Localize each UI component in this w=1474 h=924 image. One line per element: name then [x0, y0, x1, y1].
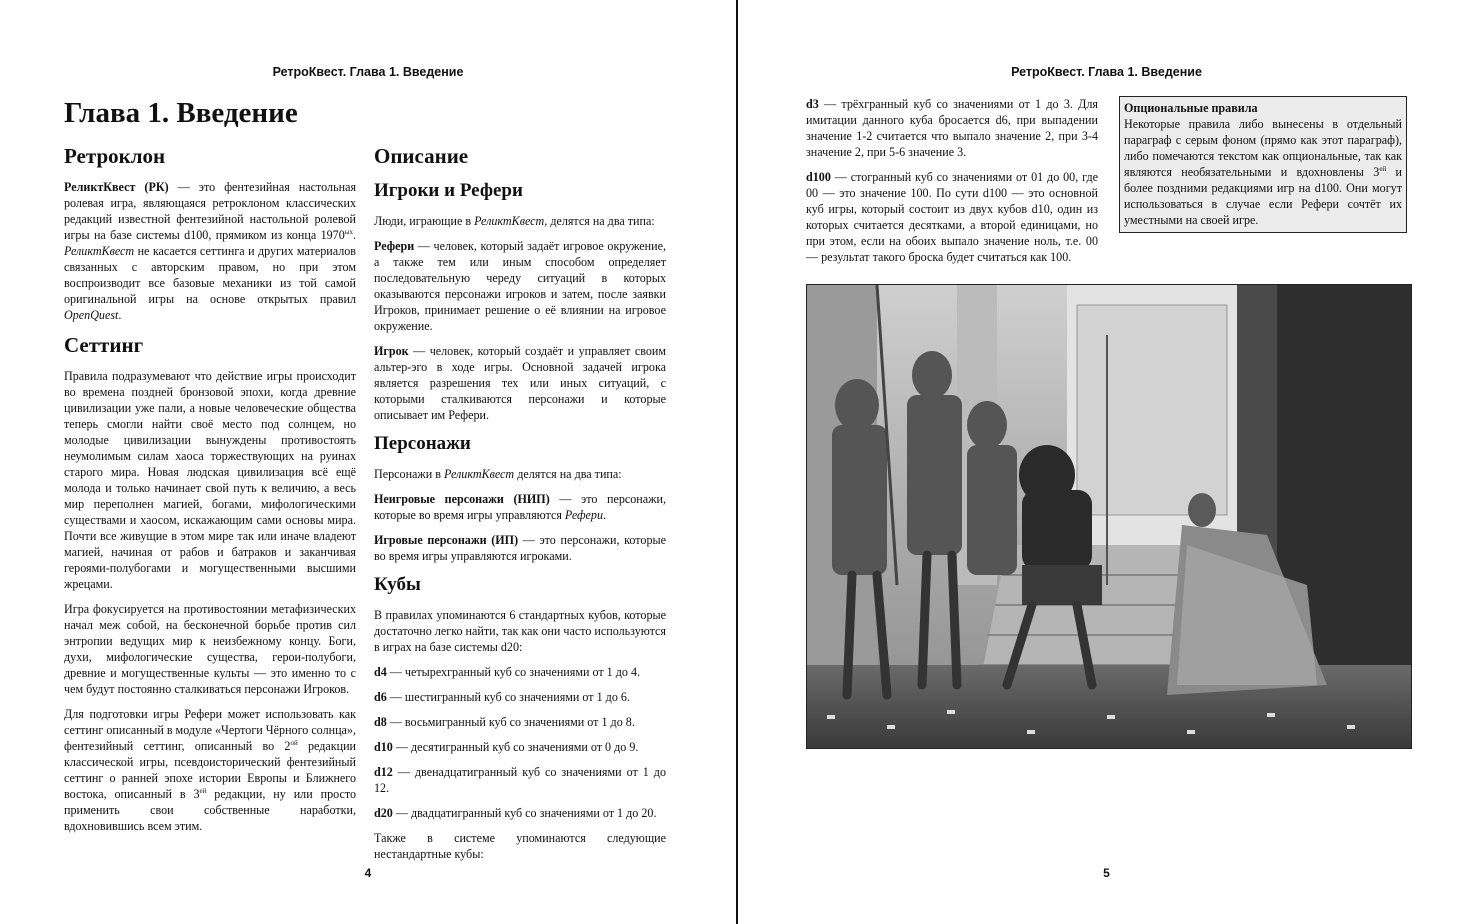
pc-definition: Игровые персонажи (ИП) — это персонажи, которые во время игры управляются игроками.: [374, 533, 667, 563]
dice-item-d100: d100 — стогранный куб со значениями от 01 до 00, где 00 — это значение 100. По сути d100 — это основной куб игры, который состоит из двух кубов d10, один из которых считается десятками, а второй единицами, но при этом, если на обоих выпало значение ноль, т.е. 00 — результат такого броска будет считаться как 100.: [806, 170, 1098, 264]
characters-intro: Персонажи в РеликтКвест делятся на два типа:: [374, 467, 622, 481]
dice-item-d20: d20 — двадцатигранный куб со значениями от 1 до 20.: [374, 806, 657, 820]
right-page: [739, 0, 1474, 924]
dice-item-d4: d4 — четырехгранный куб со значениями от 1 до 4.: [374, 665, 641, 679]
left-page: [0, 0, 736, 924]
section-heading-setting: Сеттинг: [64, 333, 144, 357]
dice-outro: Также в системе упоминаются следующие нестандартные кубы:: [374, 831, 666, 861]
dice-item-d8: d8 — восьмигранный куб со значениями от 1 до 8.: [374, 715, 635, 729]
running-header: РетроКвест. Глава 1. Введение: [272, 65, 464, 79]
subsection-heading-characters: Персонажи: [374, 433, 471, 454]
sidebar-title: Опциональные правила: [1124, 101, 1258, 115]
engraving-image: [807, 285, 1411, 748]
sidebar-text: Некоторые правила либо вынесены в отдельный параграф с серым фоном (прямо как этот параграф), либо помечаются текстом как опциональные, так как являются необязательными и вдохновлены $3^{ей}$ и более поздними редакциями игр на d100. Они могут использоваться в случае если Рефери сочтёт их уместными на своей игре.: [1124, 117, 1403, 227]
dice-item-d10: d10 — десятигранный куб со значениями от 0 до 9.: [374, 740, 639, 754]
chapter-title: Глава 1. Введение: [64, 97, 298, 129]
dice-intro: В правилах упоминаются 6 стандартных кубов, которые достаточно легко найти, так как они часто используются в играх на базе системы d20:: [374, 608, 666, 654]
left-column: [64, 143, 356, 843]
right-column: [374, 143, 666, 871]
setting-paragraph-2: Игра фокусируется на противостоянии метафизических начал меж собой, на бесконечной борьбе против сил энтропии ведущих мир к неизбежному концу. Боги, духи, мифологические существа, герои-полубоги, древние и могущественные культы — это именно то с чем будут постоянно сталкиваться персонажи Игроков.: [64, 602, 356, 696]
section-heading-retroclone: Ретроклон: [64, 144, 166, 168]
page-number: 4: [364, 866, 372, 880]
page-number: 5: [1103, 866, 1110, 880]
subsection-heading-players: Игроки и Рефери: [374, 180, 523, 201]
optional-rules-sidebar: [1119, 96, 1407, 233]
player-definition: Игрок — человек, который создаёт и управляет своим альтер-эго в ходе игры. Основной задачей игрока является разрешения тех или иных ситуаций, с которыми сталкиваются персонажи и которые описывает им Рефери.: [374, 344, 666, 422]
dice-item-d12: d12 — двенадцатигранный куб со значениями от 1 до 12.: [374, 765, 666, 795]
dice-item-d6: d6 — шестигранный куб со значениями от 1 до 6.: [374, 690, 630, 704]
npc-definition: Неигровые персонажи (НИП) — это персонажи, которые во время игры управляются Рефери.: [374, 492, 666, 522]
setting-paragraph-3: Для подготовки игры Рефери может использовать как сеттинг описанный в модуле «Чертоги Чёрного солнца», фентезийный сеттинг, описанный во $2^{ой}$ редакции классической игры, псевдоисторический фентезийный сеттинг о ранней эпохе истории Европы и Ближнего востока, описанный в $3^{ей}$ редакции, ну или просто применить свои собственные наработки, вдохновившись всем этим.: [64, 707, 357, 833]
illustration-roman-soldiers: [806, 284, 1412, 749]
running-header: РетроКвест. Глава 1. Введение: [1011, 65, 1202, 79]
setting-paragraph-1: Правила подразумевают что действие игры происходит во времена поздней бронзовой эпохи, когда древние цивилизации уже пали, а новые человеческие общества теперь смогли найти своё место под солнцем, но молодые цивилизации вынуждены противостоять неумолимым силам хаоса торжествующих на руинах старого мира. Новая людская цивилизация всё ещё молода и только начинает свой путь к величию, а весь мир переполнен магией, богами, мифологическими существами и хаосом, искажающим сами основы мира. Почти все живущие в этом мире так или иначе владеют магией, начиная от рабов и батраков и заканчивая героями-полубогами и могущественными высшими жрецами.: [64, 369, 356, 591]
dice-item-d3: d3 — трёхгранный куб со значениями от 1 до 3. Для имитации данного куба бросается d6, при выпадении значение 1-2 считается что выпало значение 2, при 3-4 значение 2, при 5-6 значение 3.: [806, 97, 1098, 159]
dice-continued-column: [806, 96, 1098, 274]
referee-definition: Рефери — человек, который задаёт игровое окружение, а также тем или иным способом определяет последовательную череду ситуаций в которых оказываются персонажи игроков и затем, после заявки Игроков, принимает решение о её влиянии на игровое окружение.: [374, 239, 666, 333]
players-intro: Люди, играющие в РеликтКвест, делятся на два типа:: [374, 214, 655, 228]
subsection-heading-dice: Кубы: [374, 574, 421, 595]
section-heading-description: Описание: [374, 144, 469, 168]
retroclone-paragraph: РеликтКвест (РК) — это фентезийная настольная ролевая игра, являющаяся ретроклоном классических редакций известной фентезийной настольной ролевой игры на базе системы d100, прямиком из конца $1970^{ых}$. РеликтКвест не касается сеттинга и других материалов связанных с авторским правом, но при этом воспроизводит все базовые механики из той самой оригинальной игры на основе открытых правил OpenQuest.: [64, 180, 357, 322]
